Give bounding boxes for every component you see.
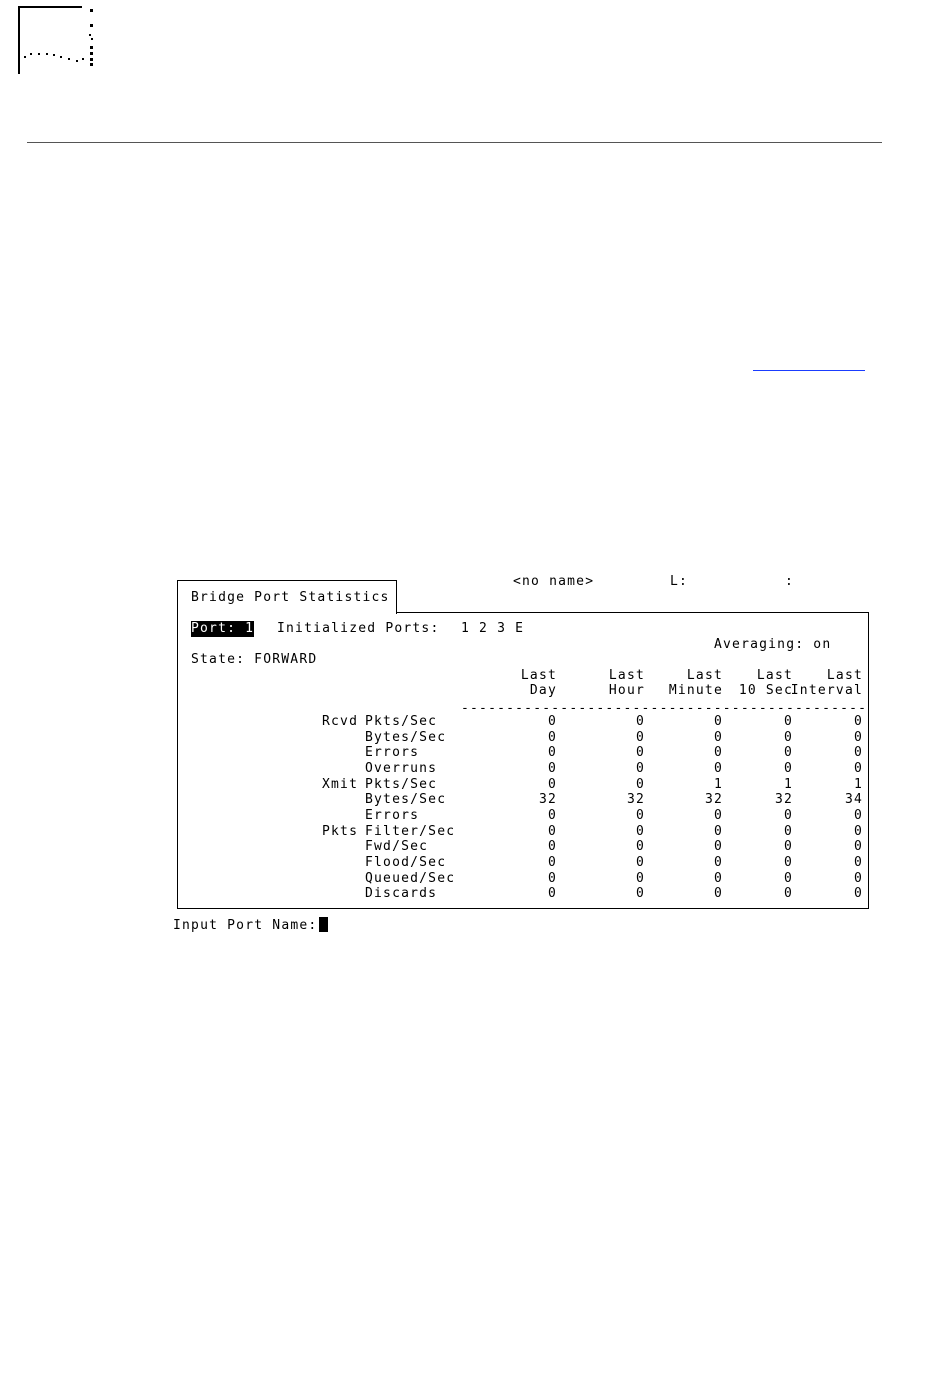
stat-value: 0	[713, 886, 723, 902]
stat-value: 0	[635, 854, 645, 870]
input-prompt[interactable]	[173, 917, 328, 934]
stat-value: 0	[713, 870, 723, 886]
stat-value: 1	[713, 776, 723, 792]
stat-value: 0	[635, 886, 645, 902]
stat-value: 0	[853, 714, 863, 729]
stat-value: 0	[713, 807, 723, 823]
stat-value: 0	[547, 761, 557, 776]
row-group: Pkts	[322, 823, 359, 839]
prompt-label: Input Port Name:	[173, 918, 318, 933]
stat-value: 0	[713, 714, 723, 729]
stat-value: 0	[713, 854, 723, 870]
stat-value: 0	[783, 823, 793, 839]
column-header-line2: Minute	[668, 683, 723, 698]
column-header-line2: 10 Sec	[738, 683, 793, 698]
stat-value: 0	[547, 776, 557, 792]
stat-value: 0	[547, 823, 557, 839]
column-header-line1: Last	[826, 668, 863, 683]
hyperlink[interactable]	[753, 370, 865, 371]
header-divider: ---------------------------------------------	[461, 701, 868, 716]
page-corner-mark-icon	[18, 6, 98, 74]
stat-value: 0	[547, 729, 557, 745]
stat-value: 0	[635, 776, 645, 792]
stat-value: 0	[853, 823, 863, 839]
stat-value: 0	[635, 839, 645, 855]
column-header-line2: Day	[529, 683, 557, 698]
stat-value: 0	[635, 761, 645, 776]
stat-value: 0	[713, 761, 723, 776]
stat-value: 0	[547, 870, 557, 886]
stat-value: 32	[774, 792, 793, 808]
node-name: <no name>	[513, 574, 595, 589]
header-colon: :	[785, 574, 795, 589]
stat-value: 0	[713, 729, 723, 745]
stat-value: 0	[635, 823, 645, 839]
stat-value: 0	[635, 807, 645, 823]
stat-value: 0	[635, 745, 645, 761]
stat-value: 0	[783, 714, 793, 729]
row-label: Flood/Sec	[365, 854, 447, 870]
stat-value: 0	[853, 839, 863, 855]
column-header-line1: Last	[686, 668, 723, 683]
row-label: Overruns	[365, 761, 438, 776]
row-label: Discards	[365, 886, 438, 902]
row-label: Errors	[365, 807, 420, 823]
initialized-ports-label: Initialized Ports:	[277, 621, 440, 636]
column-header-line1: Last	[608, 668, 645, 683]
port-selector[interactable]: Port: 1	[191, 621, 255, 636]
stat-value: 32	[538, 792, 557, 808]
stat-value: 0	[783, 886, 793, 902]
stat-value: 0	[853, 745, 863, 761]
stat-value: 0	[783, 761, 793, 776]
row-group: Xmit	[322, 776, 359, 792]
stat-value: 0	[783, 807, 793, 823]
stat-value: 32	[626, 792, 645, 808]
row-label: Queued/Sec	[365, 870, 456, 886]
stat-value: 0	[547, 807, 557, 823]
stat-value: 0	[713, 745, 723, 761]
averaging-status: Averaging: on	[714, 637, 832, 652]
stat-value: 0	[547, 714, 557, 729]
row-label: Errors	[365, 745, 420, 761]
stat-value: 0	[853, 870, 863, 886]
tab-bridge-port-statistics[interactable]	[177, 580, 397, 614]
column-header-line2: Hour	[608, 683, 645, 698]
horizontal-rule	[27, 142, 882, 143]
stat-value: 1	[853, 776, 863, 792]
stat-value: 0	[547, 854, 557, 870]
stat-value: 0	[853, 807, 863, 823]
column-header-line1: Last	[520, 668, 557, 683]
stat-value: 0	[853, 886, 863, 902]
stat-value: 32	[704, 792, 723, 808]
column-header-line1: Last	[756, 668, 793, 683]
stat-value: 0	[713, 839, 723, 855]
row-label: Pkts/Sec	[365, 776, 438, 792]
row-group: Rcvd	[322, 714, 359, 729]
row-label: Bytes/Sec	[365, 729, 447, 745]
stat-value: 0	[547, 839, 557, 855]
stat-value: 0	[635, 714, 645, 729]
stat-value: 0	[853, 761, 863, 776]
stat-value: 0	[853, 854, 863, 870]
column-header-line2: Interval	[790, 683, 863, 698]
tab-title: Bridge Port Statistics	[191, 590, 390, 605]
stat-value: 0	[783, 839, 793, 855]
port-state: State: FORWARD	[191, 652, 318, 667]
row-label: Bytes/Sec	[365, 792, 447, 808]
stat-value: 0	[783, 854, 793, 870]
row-label: Pkts/Sec	[365, 714, 438, 729]
stat-value: 0	[783, 745, 793, 761]
row-label: Fwd/Sec	[365, 839, 429, 855]
stat-value: 0	[635, 729, 645, 745]
stat-value: 0	[547, 745, 557, 761]
stat-value: 34	[844, 792, 863, 808]
stat-value: 0	[547, 886, 557, 902]
row-label: Filter/Sec	[365, 823, 456, 839]
location-label: L:	[670, 574, 689, 589]
stat-value: 0	[635, 870, 645, 886]
text-cursor	[319, 917, 328, 932]
stat-value: 0	[783, 729, 793, 745]
stat-value: 0	[853, 729, 863, 745]
stat-value: 1	[783, 776, 793, 792]
stat-value: 0	[713, 823, 723, 839]
stat-value: 0	[783, 870, 793, 886]
initialized-ports-value: 1 2 3 E	[461, 621, 525, 636]
